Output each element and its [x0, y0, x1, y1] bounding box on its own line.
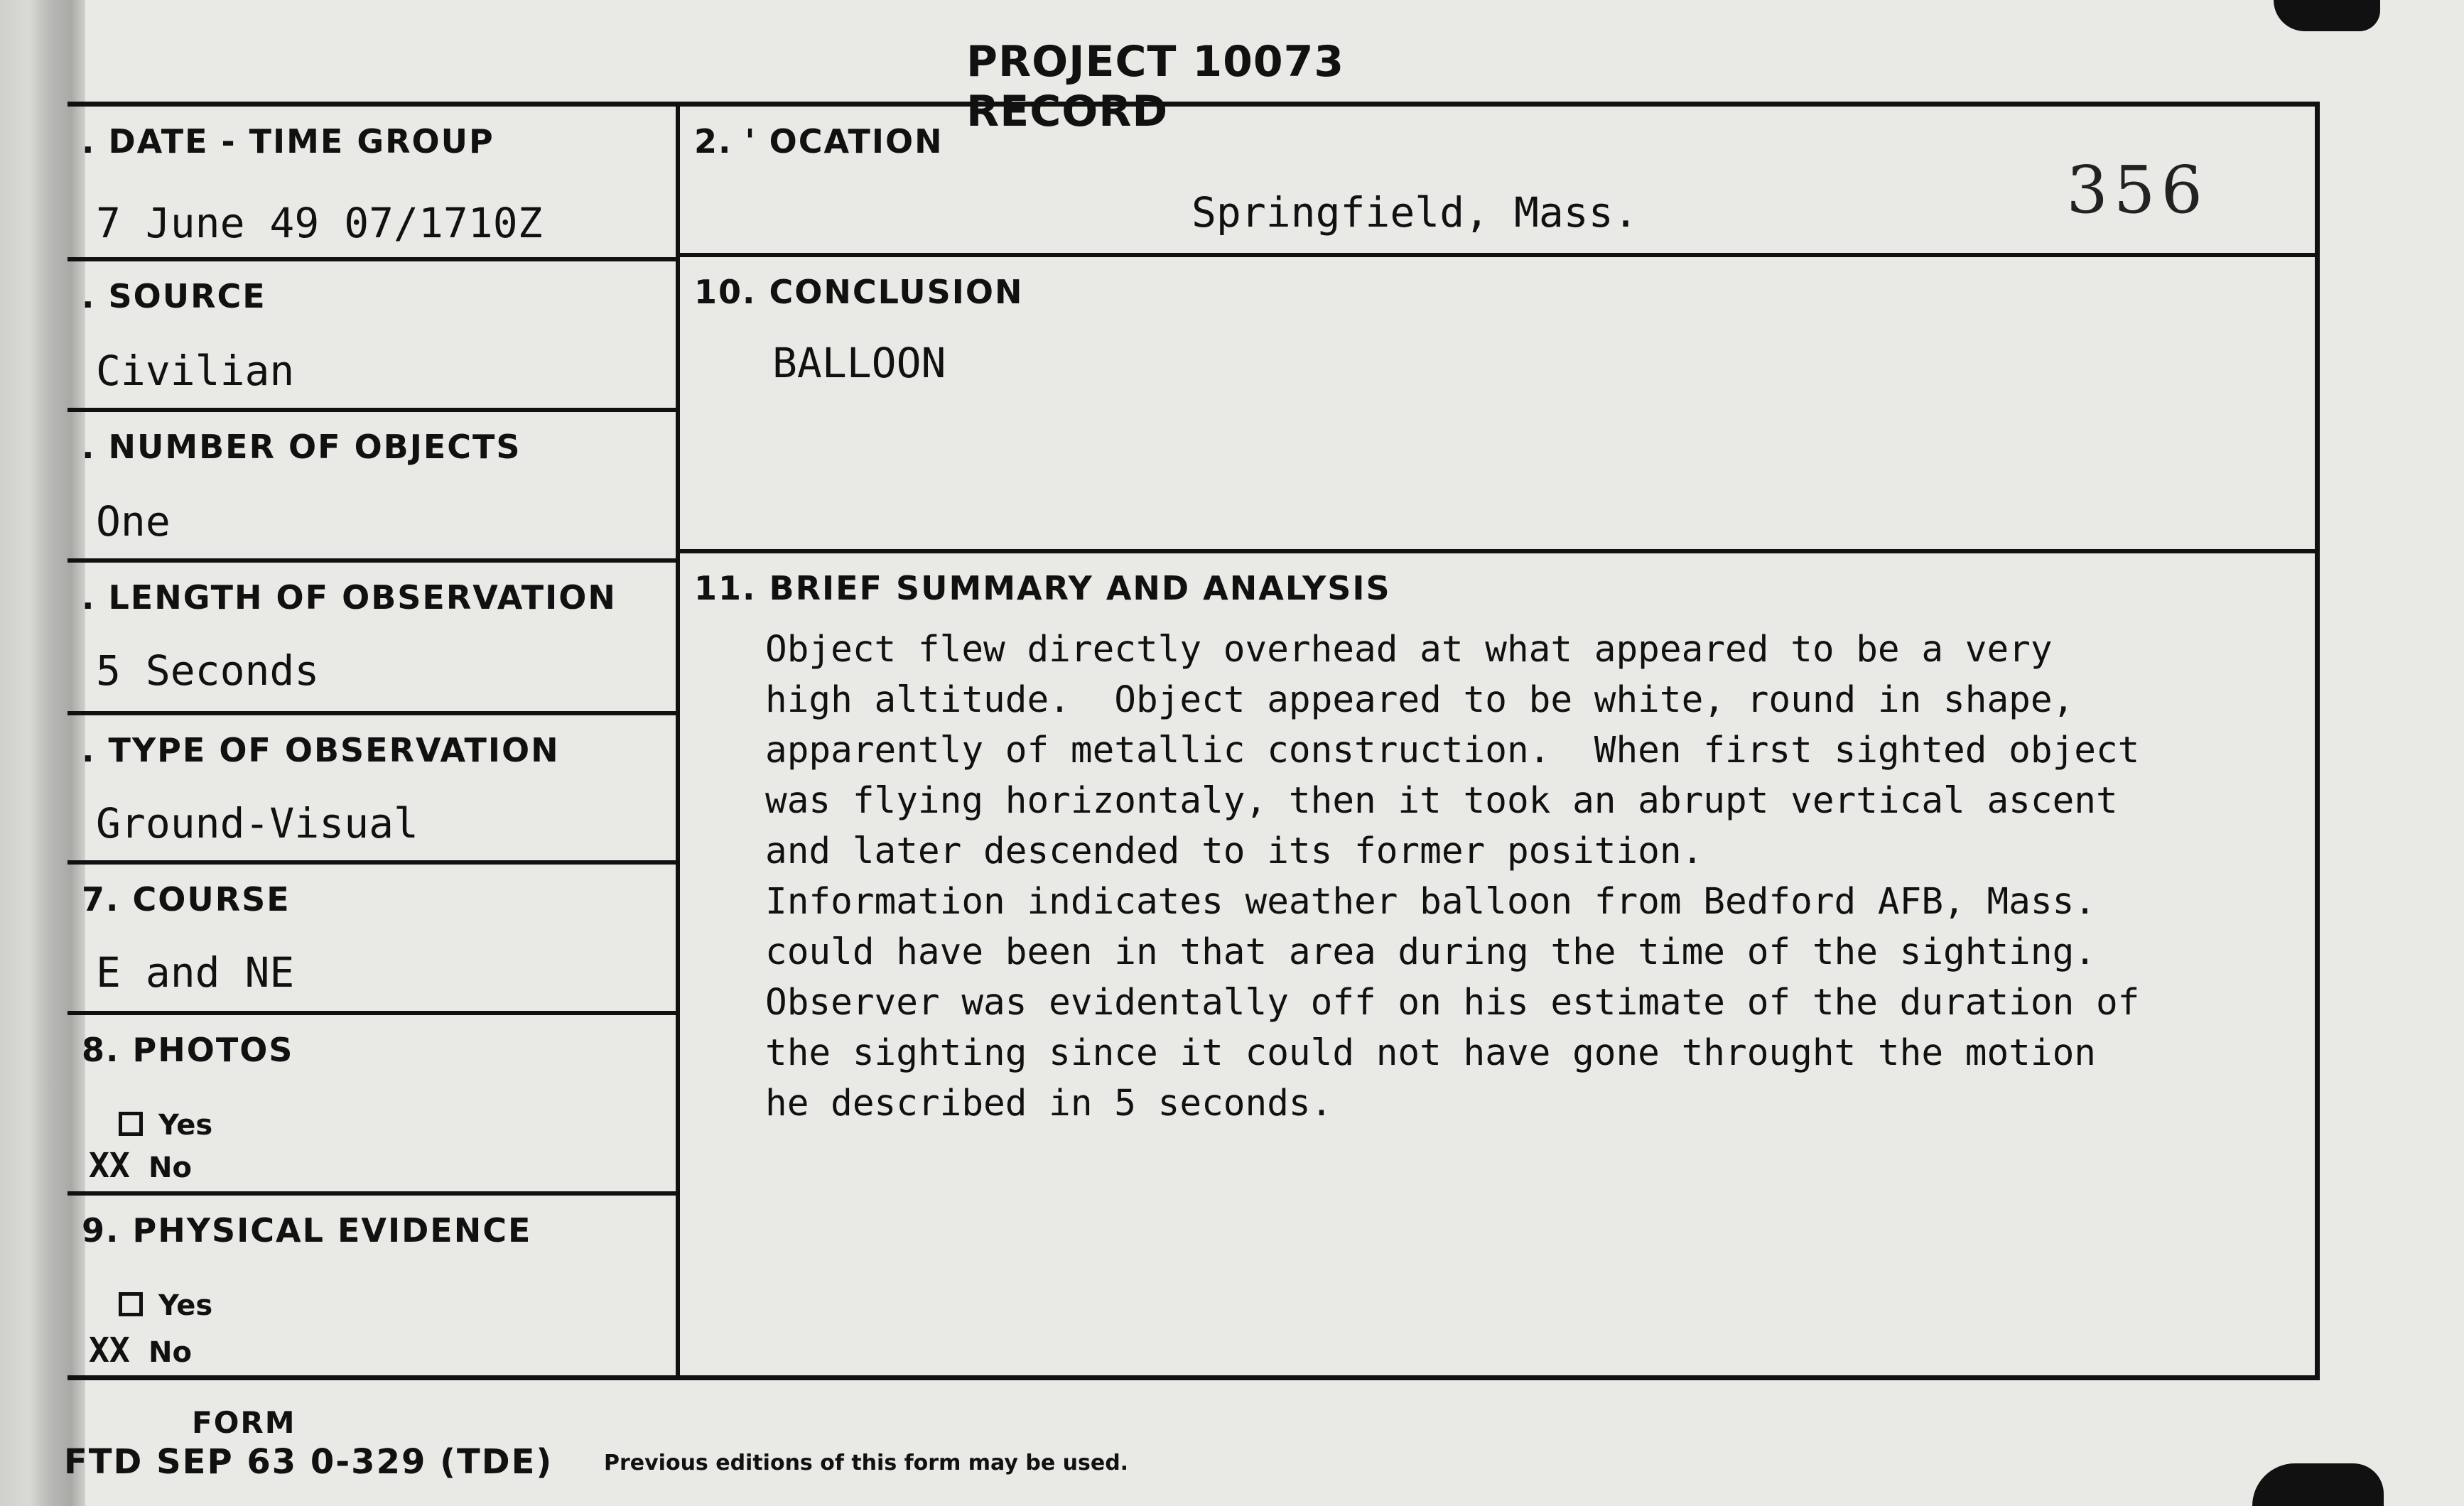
source-cell	[67, 261, 676, 412]
corner-blot	[2274, 0, 2380, 31]
summary-label: 11. BRIEF SUMMARY AND ANALYSIS	[694, 569, 1391, 607]
physical-evidence-yes-option	[119, 1289, 212, 1322]
record-form	[67, 102, 2320, 1380]
summary-text: Object flew directly overhead at what appeared to be a very high altitude. Object appeared to be white, round in shape, apparently of metallic construction. When first sighted object was flying horizontaly, then it took an abrupt vertical ascent and later descended to its former position. Information indicates weather balloon from Bedford AFB, Mass. could have been in that area during the time of the sighting. Observer was evidentally off on his estimate of the duration of the sighting since it could not have gone throught the motion he described in 5 seconds.	[765, 629, 2140, 1125]
form-footer-id: FTD SEP 63 0-329 (TDE)	[64, 1442, 553, 1482]
form-left-column	[67, 107, 680, 1375]
checkbox-empty-icon	[119, 1112, 143, 1136]
date-time-group-value: 7 June 49 07/1710Z	[96, 199, 543, 247]
source-value: Civilian	[96, 347, 295, 395]
type-of-observation-value: Ground-Visual	[96, 799, 418, 847]
course-cell	[67, 865, 676, 1015]
location-label: 2. ' OCATION	[694, 122, 944, 161]
photos-no-label: No	[148, 1152, 192, 1184]
checkbox-empty-icon	[119, 1292, 143, 1316]
photos-no-mark: XX	[89, 1146, 130, 1186]
page-title: PROJECT 10073 RECORD	[966, 37, 1345, 136]
physical-evidence-yes-label: Yes	[158, 1289, 213, 1322]
physical-evidence-no-label: No	[148, 1336, 192, 1369]
conclusion-label: 10. CONCLUSION	[694, 273, 1024, 311]
photos-label: 8. PHOTOS	[82, 1031, 294, 1069]
length-of-observation-label: . LENGTH OF OBSERVATION	[82, 578, 617, 617]
date-time-group-label: . DATE - TIME GROUP	[82, 122, 495, 161]
photos-yes-label: Yes	[158, 1109, 213, 1142]
form-footer-label: FORM	[192, 1405, 296, 1440]
photos-cell	[67, 1015, 676, 1196]
photos-yes-option	[119, 1109, 212, 1142]
corner-blot	[2252, 1463, 2384, 1506]
type-of-observation-cell	[67, 715, 676, 865]
number-of-objects-cell	[67, 412, 676, 563]
source-label: . SOURCE	[82, 277, 266, 315]
number-of-objects-value: One	[96, 497, 171, 546]
physical-evidence-cell	[67, 1196, 676, 1380]
length-of-observation-cell	[67, 563, 676, 715]
course-value: E and NE	[96, 948, 295, 997]
location-cell	[680, 107, 2315, 257]
physical-evidence-no-option	[89, 1331, 192, 1370]
physical-evidence-no-mark: XX	[89, 1331, 130, 1370]
conclusion-cell	[680, 257, 2315, 553]
handwritten-number: 356	[2066, 152, 2208, 228]
summary-cell	[680, 553, 2315, 1380]
physical-evidence-label: 9. PHYSICAL EVIDENCE	[82, 1211, 532, 1250]
type-of-observation-label: . TYPE OF OBSERVATION	[82, 731, 560, 769]
location-value: Springfield, Mass.	[1192, 188, 1638, 237]
form-footer-note: Previous editions of this form may be used.	[604, 1451, 1129, 1475]
date-time-group-cell	[67, 107, 676, 261]
length-of-observation-value: 5 Seconds	[96, 646, 320, 695]
conclusion-value: BALLOON	[772, 339, 946, 387]
number-of-objects-label: . NUMBER OF OBJECTS	[82, 428, 522, 466]
photos-no-option	[89, 1146, 192, 1186]
form-right-column	[680, 107, 2315, 1375]
course-label: 7. COURSE	[82, 880, 291, 919]
